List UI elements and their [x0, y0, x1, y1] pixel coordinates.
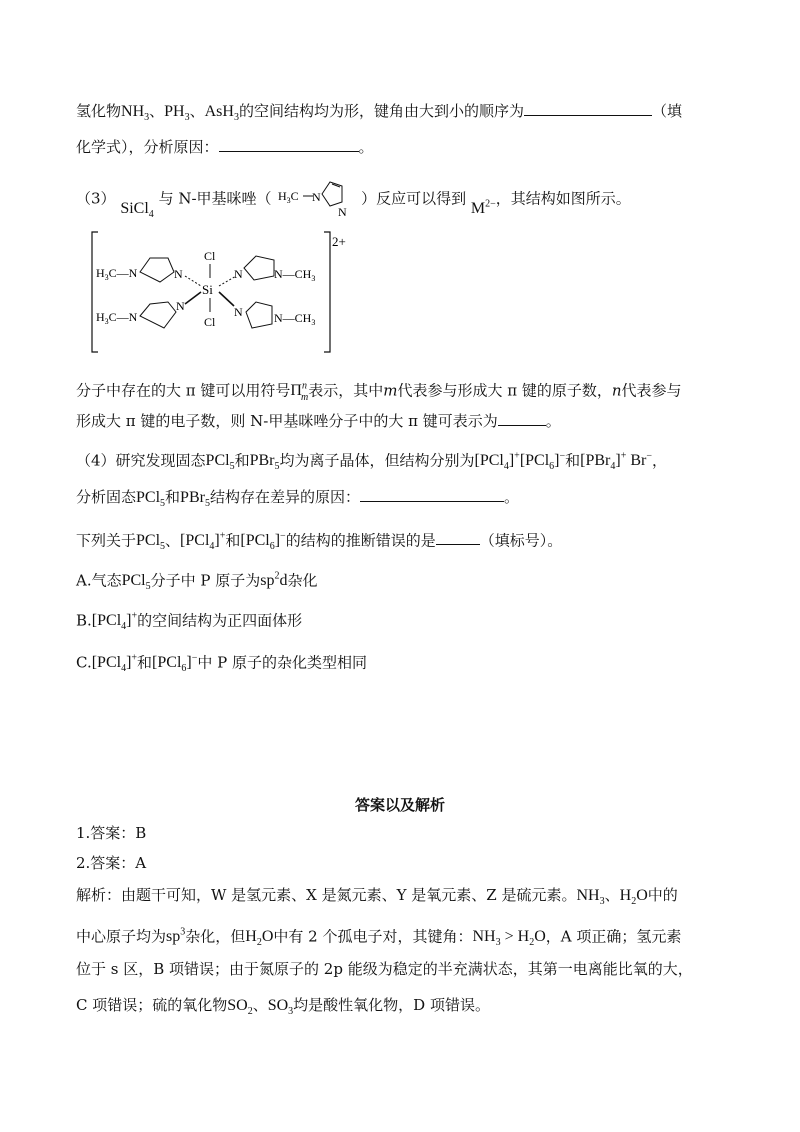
text: 代表参与形成大 π 键的原子数， [397, 381, 612, 400]
formula-pcl4-plus: [PCl$_4$]+ [91, 653, 138, 675]
text: 和 [565, 451, 581, 470]
q4-line2 [76, 486, 519, 515]
formula-ash3: AsH$_3$ [204, 103, 239, 124]
formula-h2o: $H_2O$ [619, 887, 648, 908]
answers-heading: 答案以及解析 [354, 796, 445, 814]
formula-nh3: $NH_3$ [576, 887, 605, 908]
variable-m: m [383, 381, 398, 400]
formula-pcl4-plus: [PCl$_4$]+ [474, 451, 520, 473]
text: 中有 2 个孤电子对，其键角： [273, 927, 473, 946]
text: 表示，其中 [308, 381, 384, 400]
text: 的空间结构均为形，键角由大到小的顺序为 [238, 102, 524, 120]
svg-text:N—CH3: $N—CH_3$ [274, 311, 316, 327]
text: A.气态 [76, 571, 122, 590]
text: 的结构的推断错误的是 [285, 531, 436, 550]
formula-pcl4-plus: [PCl$_4$]+ [91, 611, 138, 633]
formula-so3: $SO_3$ [267, 997, 294, 1018]
svg-text:N: N [312, 190, 321, 205]
formula-pcl4-plus: [PCl$_4$]+ [180, 531, 226, 553]
q2-line1 [76, 100, 682, 129]
explanation-line2 [76, 922, 681, 955]
formula-ph3: $PH_3$ [164, 103, 190, 124]
n-methylimidazole-structure [276, 172, 356, 222]
text: ， [651, 451, 667, 470]
q4-line3: 下列关于PCl$_5$、[PCl$_4$]+和[PCl$_6$]−的结构的推断错误的是 （填标号）。 [76, 531, 563, 553]
q3-line1 [76, 184, 631, 221]
answer-1: 1.答案：B [76, 824, 147, 842]
option-c [76, 648, 367, 681]
formula-pbr4-plus: [PBr$_4$]+ Br− [580, 451, 652, 473]
formula-so2: $SO_2$ [227, 997, 253, 1018]
answer-2: 2.答案：A [76, 854, 147, 872]
answer-blank[interactable] [219, 137, 359, 152]
q2-line2 [76, 136, 374, 158]
answer-blank[interactable] [498, 411, 546, 426]
text: 中心原子均为 [76, 927, 167, 946]
text: 杂化，但 [185, 927, 246, 946]
formula-pcl5: PCl$_5$ [121, 572, 151, 593]
option-b [76, 606, 302, 639]
question-number: （3） [76, 189, 116, 208]
svg-text:H3C—N: $H_3C—N$ [96, 266, 138, 282]
text: C 项错误；硫的氧化物 [76, 996, 228, 1014]
svg-text:N: N [338, 205, 347, 220]
svg-text:N: N [234, 267, 243, 281]
svg-text:Cl: Cl [204, 249, 216, 263]
text: 和 [165, 488, 181, 506]
formula-pbr5: PBr$_5$ [180, 489, 210, 510]
svg-text:N—CH3: $N—CH_3$ [274, 267, 316, 283]
q4-line1 [76, 446, 667, 479]
formula-pbr5: PBr$_5$ [249, 452, 280, 473]
formula-pcl6-minus: [PCl$_6$]− [240, 531, 286, 553]
text: 、 [189, 102, 205, 120]
formula-h2o: $H_2O$ [245, 928, 274, 949]
explanation-line3: 位于 s 区，B 项错误；由于氮原子的 2p 能级为稳定的半充满状态，其第一电离能比氧的大， [76, 960, 693, 978]
text: 均是酸性氧化物，D 项错误。 [293, 996, 490, 1014]
text: 分析固态 [76, 488, 137, 506]
explanation-line1: 解析：由题干可知，W 是氢元素、X 是氮元素、Y 是氧元素、Z 是硫元素。$NH_3$、$H_2O$中的 [76, 886, 678, 908]
option-a [76, 566, 318, 599]
text: 结构存在差异的原因： [209, 488, 360, 506]
text: 分子中存在的大 π 键可以用符号 [76, 381, 291, 400]
methyl-label: $H_3C$ [278, 189, 300, 206]
si-atom: Si [202, 282, 213, 297]
answer-blank[interactable] [524, 101, 652, 116]
text: 和 [137, 653, 153, 672]
text: 均为离子晶体，但结构分别为 [279, 451, 475, 470]
formula-pcl5: PCl$_5$ [136, 489, 166, 510]
formula-sicl4: SiCl$_4$ [120, 200, 154, 221]
text: ）反应可以得到 [361, 189, 467, 208]
text: ，其结构如图所示。 [495, 189, 631, 208]
text: 与 N-甲基咪唑（ [158, 189, 272, 208]
text: （填 [651, 102, 682, 120]
explanation-line4 [76, 994, 490, 1023]
bond-angle-comparison: $NH_3 > H_2O$ [472, 928, 546, 949]
svg-text:N: N [176, 299, 185, 313]
hybridization-sp3: $sp^3$ [166, 927, 186, 946]
answer-blank[interactable] [436, 530, 480, 545]
option-label: C. [76, 653, 92, 672]
q3-pi-line2 [76, 410, 561, 432]
text: 中的 [647, 886, 678, 904]
charge-label: 2+ [332, 234, 346, 249]
text: 解析：由题干可知，W 是氢元素、X 是氮元素、Y 是氧元素、Z 是硫元素。 [76, 886, 577, 904]
text: 的空间结构为正四面体形 [137, 611, 303, 630]
variable-n: n [611, 381, 622, 400]
text: （填标号）。 [479, 531, 563, 550]
formula-m: $M^{2-}$ [470, 199, 496, 218]
text: ，A 项正确；氢元素 [545, 927, 682, 946]
text: 氢化物 [76, 102, 122, 120]
formula-pcl6-minus: [PCl$_6$]− [519, 451, 566, 473]
question-number: （4）研究发现固态 [76, 451, 206, 470]
text: 中 P 原子的杂化类型相同 [197, 653, 367, 672]
complex-structure-figure [88, 228, 408, 368]
text: 、 [252, 996, 268, 1014]
svg-text:H3C—N: $H_3C—N$ [96, 310, 138, 326]
text: 代表参与 [621, 381, 682, 400]
q3-pi-line1 [76, 376, 682, 409]
hybridization-sp2d: $sp^2d$ [260, 571, 288, 590]
text: 和 [225, 531, 241, 550]
text: 。 [358, 138, 374, 156]
text: 和 [234, 451, 250, 470]
svg-text:N: N [174, 267, 183, 281]
text: 下列关于 [76, 531, 137, 550]
svg-text:Cl: Cl [204, 315, 216, 329]
svg-text:N: N [234, 305, 243, 319]
text: 。 [503, 488, 519, 506]
formula-pcl5: PCl$_5$ [205, 452, 235, 473]
text: 形成大 π 键的电子数，则 N-甲基咪唑分子中的大 π 键可表示为 [76, 412, 498, 430]
text: 分子中 P 原子为 [150, 571, 261, 590]
formula-pcl6-minus: [PCl$_6$]− [152, 653, 198, 675]
option-label: B. [76, 611, 92, 630]
text: 、 [149, 102, 165, 120]
text: 。 [545, 412, 561, 430]
answer-blank[interactable] [360, 487, 504, 502]
text: 化学式），分析原因： [76, 138, 219, 156]
pi-symbol: $\Pi^n_m$ [290, 381, 309, 403]
text: 杂化 [287, 571, 318, 590]
formula-pcl5: PCl$_5$ [136, 532, 166, 553]
formula-nh3: $NH_3$ [121, 103, 150, 124]
